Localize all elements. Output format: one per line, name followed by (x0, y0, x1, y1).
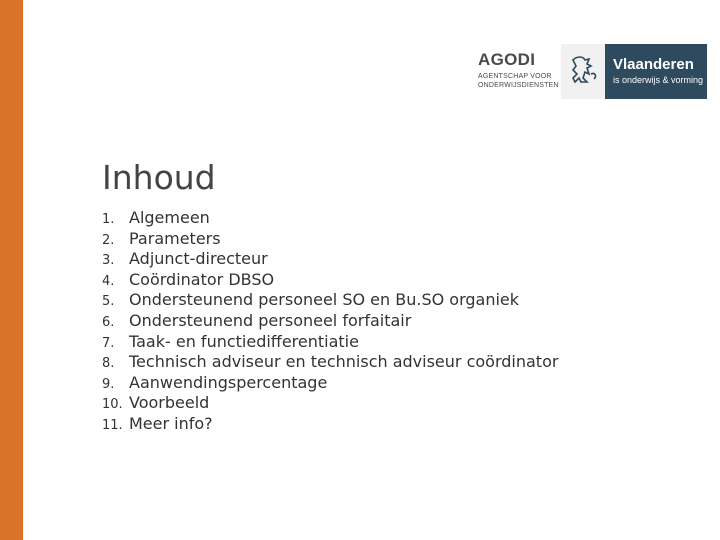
agodi-logo-line1: AGENTSCHAP VOOR (478, 73, 552, 80)
toc-item-number: 3. (102, 253, 115, 269)
toc-item-technisch-adviseur (102, 352, 558, 373)
toc-item-label: Aanwendingspercentage (129, 372, 328, 392)
flemish-lion-icon (561, 44, 605, 99)
agodi-logo-name: AGODI (478, 50, 536, 69)
toc-item-label: Coördinator DBSO (129, 269, 275, 289)
toc-item-voorbeeld (102, 393, 558, 414)
vlaanderen-logo (561, 44, 707, 99)
toc-item-label: Ondersteunend personeel forfaitair (129, 310, 412, 330)
toc-item-number: 10. (102, 397, 123, 413)
toc-item-number: 1. (102, 212, 115, 227)
toc-item-parameters (102, 229, 558, 250)
toc-item-label: Technisch adviseur en technisch adviseur coördinator (129, 352, 559, 372)
agodi-logo-line2: ONDERWIJSDIENSTEN (478, 82, 559, 89)
toc-item-number: 8. (102, 356, 115, 372)
toc-item-number: 6. (102, 314, 115, 330)
toc-item-algemeen (102, 208, 558, 229)
toc-item-number: 9. (102, 376, 115, 392)
toc-item-label: Parameters (129, 228, 221, 248)
toc-item-coordinator-dbso (102, 270, 558, 291)
toc-item-number: 2. (102, 232, 115, 248)
toc-item-ondersteunend-forfaitair (102, 311, 558, 332)
toc-item-number: 7. (102, 335, 115, 351)
toc-item-taakdifferentiatie (102, 332, 558, 353)
table-of-contents (102, 208, 558, 435)
toc-item-number: 4. (102, 273, 115, 289)
orange-side-bar (0, 0, 23, 540)
toc-item-number: 11. (102, 417, 123, 433)
vlaanderen-logo-tagline: is onderwijs & vorming (613, 75, 704, 85)
toc-item-number: 5. (102, 294, 115, 310)
toc-item-meer-info (102, 414, 558, 435)
toc-item-aanwendingspercentage (102, 373, 558, 394)
toc-item-label: Voorbeeld (129, 393, 210, 413)
toc-item-adjunct-directeur (102, 249, 558, 270)
toc-item-label: Taak- en functiedifferentiatie (129, 331, 359, 351)
toc-item-label: Meer info? (129, 413, 213, 433)
agodi-logo-subtitle (478, 72, 559, 90)
toc-item-label: Ondersteunend personeel SO en Bu.SO organiek (129, 290, 520, 310)
slide-title: Inhoud (102, 158, 216, 197)
agodi-logo (474, 50, 558, 96)
vlaanderen-logo-name: Vlaanderen (613, 56, 694, 73)
toc-item-label: Adjunct-directeur (129, 249, 268, 269)
toc-item-ondersteunend-organiek (102, 290, 558, 311)
toc-item-label: Algemeen (129, 208, 210, 227)
